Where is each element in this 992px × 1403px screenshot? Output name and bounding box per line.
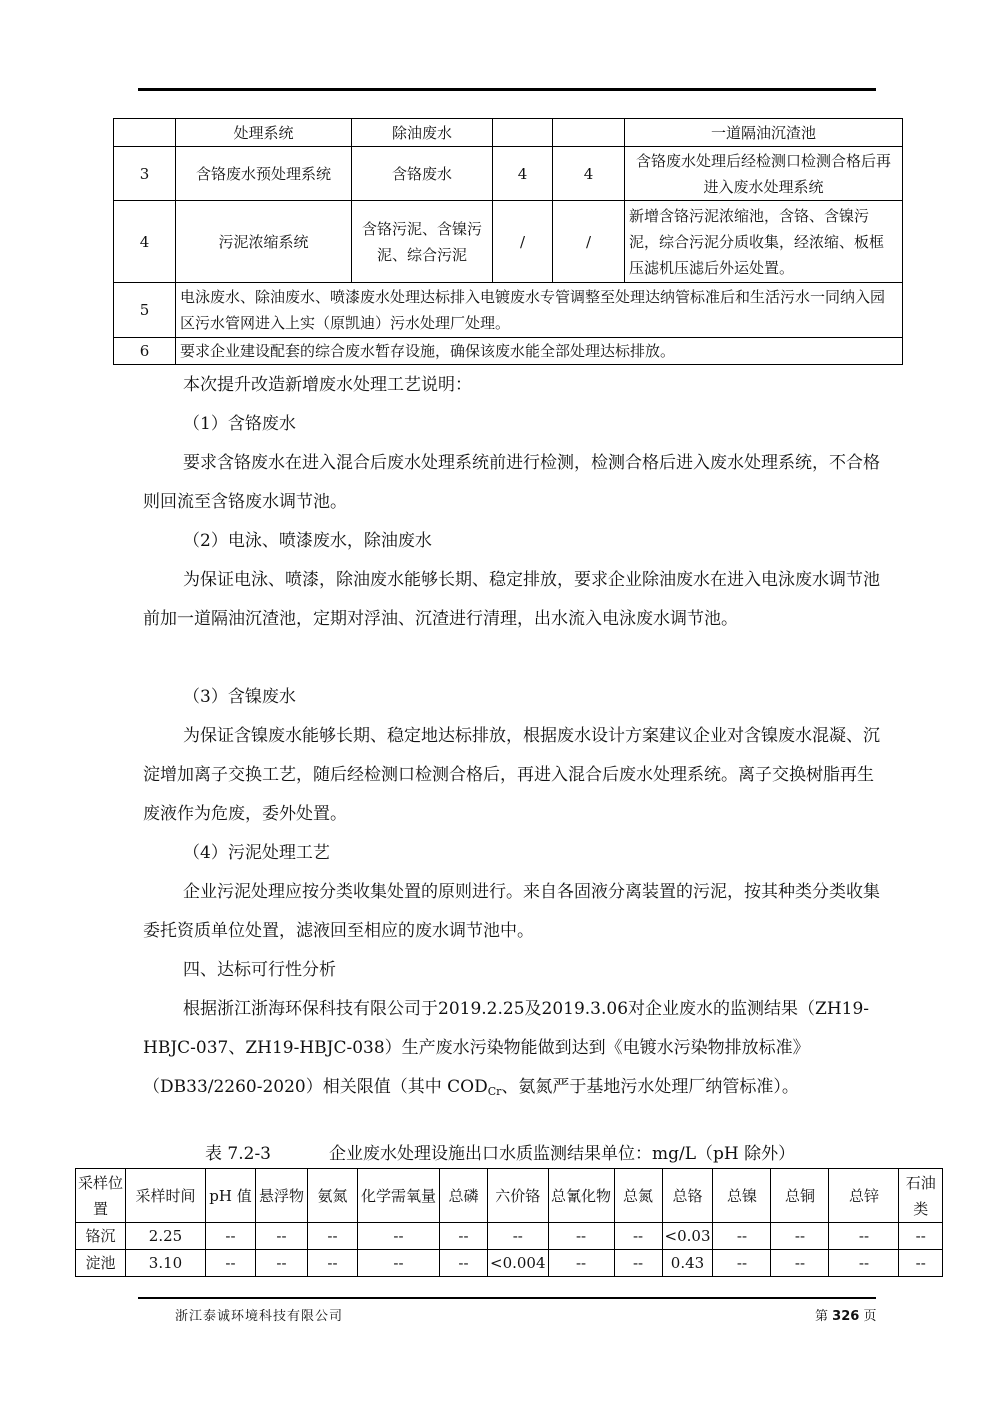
monitoring-table bbox=[75, 1168, 943, 1277]
table-row bbox=[114, 201, 903, 283]
treatment-table bbox=[113, 118, 903, 365]
location-cell: 淀池 bbox=[76, 1250, 126, 1277]
body-paragraph: 企业污泥处理应按分类收集处置的原则进行。来自各固液分离装置的污泥，按其种类分类收集委托资质单位处置，滤液回至相应的废水调节池中。 bbox=[143, 882, 880, 941]
cell-water: 含铬污泥、含镍污泥、综合污泥 bbox=[352, 201, 493, 283]
body-paragraph: 为保证含镍废水能够长期、稳定地达标排放，根据废水设计方案建议企业对含镍废水混凝、沉淀增加离子交换工艺，随后经检测口检测合格后，再进入混合后废水处理系统。离子交换树脂再生废液作为危废，委外处置。 bbox=[143, 726, 880, 824]
table-cell: -- bbox=[548, 1223, 614, 1250]
header-cell: 总铬 bbox=[662, 1169, 713, 1223]
header-cell: 采样位置 bbox=[76, 1169, 126, 1223]
cell-water: 含铬废水 bbox=[352, 147, 493, 201]
cell-system: 处理系统 bbox=[176, 119, 352, 147]
header-cell: 采样时间 bbox=[126, 1169, 206, 1223]
cell-c4: 4 bbox=[493, 147, 553, 201]
table-cell: -- bbox=[548, 1250, 614, 1277]
section-heading: （4）污泥处理工艺 bbox=[183, 843, 330, 863]
table-cell: -- bbox=[440, 1250, 488, 1277]
section-heading: （3）含镍废水 bbox=[183, 687, 296, 707]
section-heading: （2）电泳、喷漆废水，除油废水 bbox=[183, 531, 432, 551]
header-cell: 总氮 bbox=[614, 1169, 662, 1223]
cell-text: 要求企业建设配套的综合废水暂存设施，确保该废水能全部处理达标排放。 bbox=[176, 338, 903, 365]
body-paragraph: 要求含铬废水在进入混合后废水处理系统前进行检测，检测合格后进入废水处理系统，不合格则回流至含铬废水调节池。 bbox=[143, 453, 880, 512]
table-cell: -- bbox=[308, 1223, 358, 1250]
subscript: Cr bbox=[487, 1085, 502, 1098]
table-cell: -- bbox=[713, 1223, 771, 1250]
table-cell: -- bbox=[771, 1250, 829, 1277]
cell-water: 除油废水 bbox=[352, 119, 493, 147]
footer-rule bbox=[138, 1297, 876, 1299]
caption-number: 表 7.2-3 bbox=[205, 1144, 271, 1164]
header-rule bbox=[138, 88, 876, 91]
cell-text: 电泳废水、除油废水、喷漆废水处理达标排入电镀废水专管调整至处理达纳管标准后和生活污水一同纳入园区污水管网进入上实（原凯迪）污水处理厂处理。 bbox=[176, 283, 903, 338]
table-cell: -- bbox=[899, 1223, 943, 1250]
table-cell: -- bbox=[308, 1250, 358, 1277]
table-cell: -- bbox=[256, 1250, 308, 1277]
table-cell: -- bbox=[614, 1223, 662, 1250]
table-row bbox=[76, 1250, 943, 1277]
cell-c5: / bbox=[553, 201, 625, 283]
table-header-row bbox=[76, 1169, 943, 1223]
cell-no: 3 bbox=[114, 147, 176, 201]
cell-no: 5 bbox=[114, 283, 176, 338]
cell-c5 bbox=[553, 119, 625, 147]
footer-page bbox=[815, 1305, 876, 1324]
header-cell: 六价铬 bbox=[488, 1169, 549, 1223]
location-cell: 铬沉 bbox=[76, 1223, 126, 1250]
intro-paragraph: 本次提升改造新增废水处理工艺说明： bbox=[183, 375, 472, 395]
table-cell: 3.10 bbox=[126, 1250, 206, 1277]
table-cell: -- bbox=[206, 1223, 256, 1250]
header-cell: 总锌 bbox=[829, 1169, 899, 1223]
table-cell: -- bbox=[829, 1250, 899, 1277]
body-paragraph bbox=[143, 990, 883, 1111]
table-row bbox=[114, 119, 903, 147]
cell-system: 含铬废水预处理系统 bbox=[176, 147, 352, 201]
table-row bbox=[114, 283, 903, 338]
cell-no bbox=[114, 119, 176, 147]
header-cell: 总镍 bbox=[713, 1169, 771, 1223]
cell-system: 污泥浓缩系统 bbox=[176, 201, 352, 283]
page-suffix: 页 bbox=[863, 1309, 877, 1324]
table-cell: -- bbox=[899, 1250, 943, 1277]
cell-c5: 4 bbox=[553, 147, 625, 201]
table-cell: -- bbox=[713, 1250, 771, 1277]
paragraph-text: 根据浙江浙海环保科技有限公司于2019.2.25及2019.3.06对企业废水的监测结果（ZH19-HBJC-037、ZH19-HBJC-038）生产废水污染物能做到达到《电镀水污染物排放标准》（DB33/2260-2020）相关限值（其中 COD bbox=[143, 999, 870, 1097]
table-row bbox=[76, 1223, 943, 1250]
header-cell: 石油类 bbox=[899, 1169, 943, 1223]
paragraph-text: 、氨氮严于基地污水处理厂纳管标准）。 bbox=[501, 1077, 799, 1097]
cell-no: 4 bbox=[114, 201, 176, 283]
table-cell: -- bbox=[771, 1223, 829, 1250]
footer-company: 浙江泰诚环境科技有限公司 bbox=[175, 1309, 344, 1324]
table-cell: -- bbox=[614, 1250, 662, 1277]
header-cell: 氨氮 bbox=[308, 1169, 358, 1223]
table-cell: -- bbox=[206, 1250, 256, 1277]
cell-c4: / bbox=[493, 201, 553, 283]
table-cell: <0.03 bbox=[662, 1223, 713, 1250]
page-number: 326 bbox=[832, 1309, 860, 1324]
table-cell: -- bbox=[256, 1223, 308, 1250]
table-cell: 0.43 bbox=[662, 1250, 713, 1277]
caption-title: 企业废水处理设施出口水质监测结果单位：mg/L（pH 除外） bbox=[329, 1144, 796, 1164]
header-cell: 总磷 bbox=[440, 1169, 488, 1223]
header-cell: 化学需氧量 bbox=[358, 1169, 440, 1223]
table-cell: 2.25 bbox=[126, 1223, 206, 1250]
cell-note: 新增含铬污泥浓缩池，含铬、含镍污泥，综合污泥分质收集，经浓缩、板框压滤机压滤后外运处置。 bbox=[625, 201, 903, 283]
table-cell: -- bbox=[358, 1223, 440, 1250]
table-cell: -- bbox=[440, 1223, 488, 1250]
cell-no: 6 bbox=[114, 338, 176, 365]
header-cell: 总氰化物 bbox=[548, 1169, 614, 1223]
table-caption bbox=[205, 1142, 795, 1166]
table-cell: -- bbox=[358, 1250, 440, 1277]
table-row bbox=[114, 147, 903, 201]
cell-note: 一道隔油沉渣池 bbox=[625, 119, 903, 147]
table-cell: -- bbox=[488, 1223, 549, 1250]
table-cell: <0.004 bbox=[488, 1250, 549, 1277]
table-cell: -- bbox=[829, 1223, 899, 1250]
table-row bbox=[114, 338, 903, 365]
cell-c4 bbox=[493, 119, 553, 147]
section-heading: （1）含铬废水 bbox=[183, 414, 296, 434]
page-prefix: 第 bbox=[815, 1309, 829, 1324]
header-cell: pH 值 bbox=[206, 1169, 256, 1223]
chapter-heading: 四、达标可行性分析 bbox=[183, 960, 336, 980]
header-cell: 悬浮物 bbox=[256, 1169, 308, 1223]
header-cell: 总铜 bbox=[771, 1169, 829, 1223]
cell-note: 含铬废水处理后经检测口检测合格后再进入废水处理系统 bbox=[625, 147, 903, 201]
body-paragraph: 为保证电泳、喷漆，除油废水能够长期、稳定排放，要求企业除油废水在进入电泳废水调节池前加一道隔油沉渣池，定期对浮油、沉渣进行清理，出水流入电泳废水调节池。 bbox=[143, 570, 880, 629]
